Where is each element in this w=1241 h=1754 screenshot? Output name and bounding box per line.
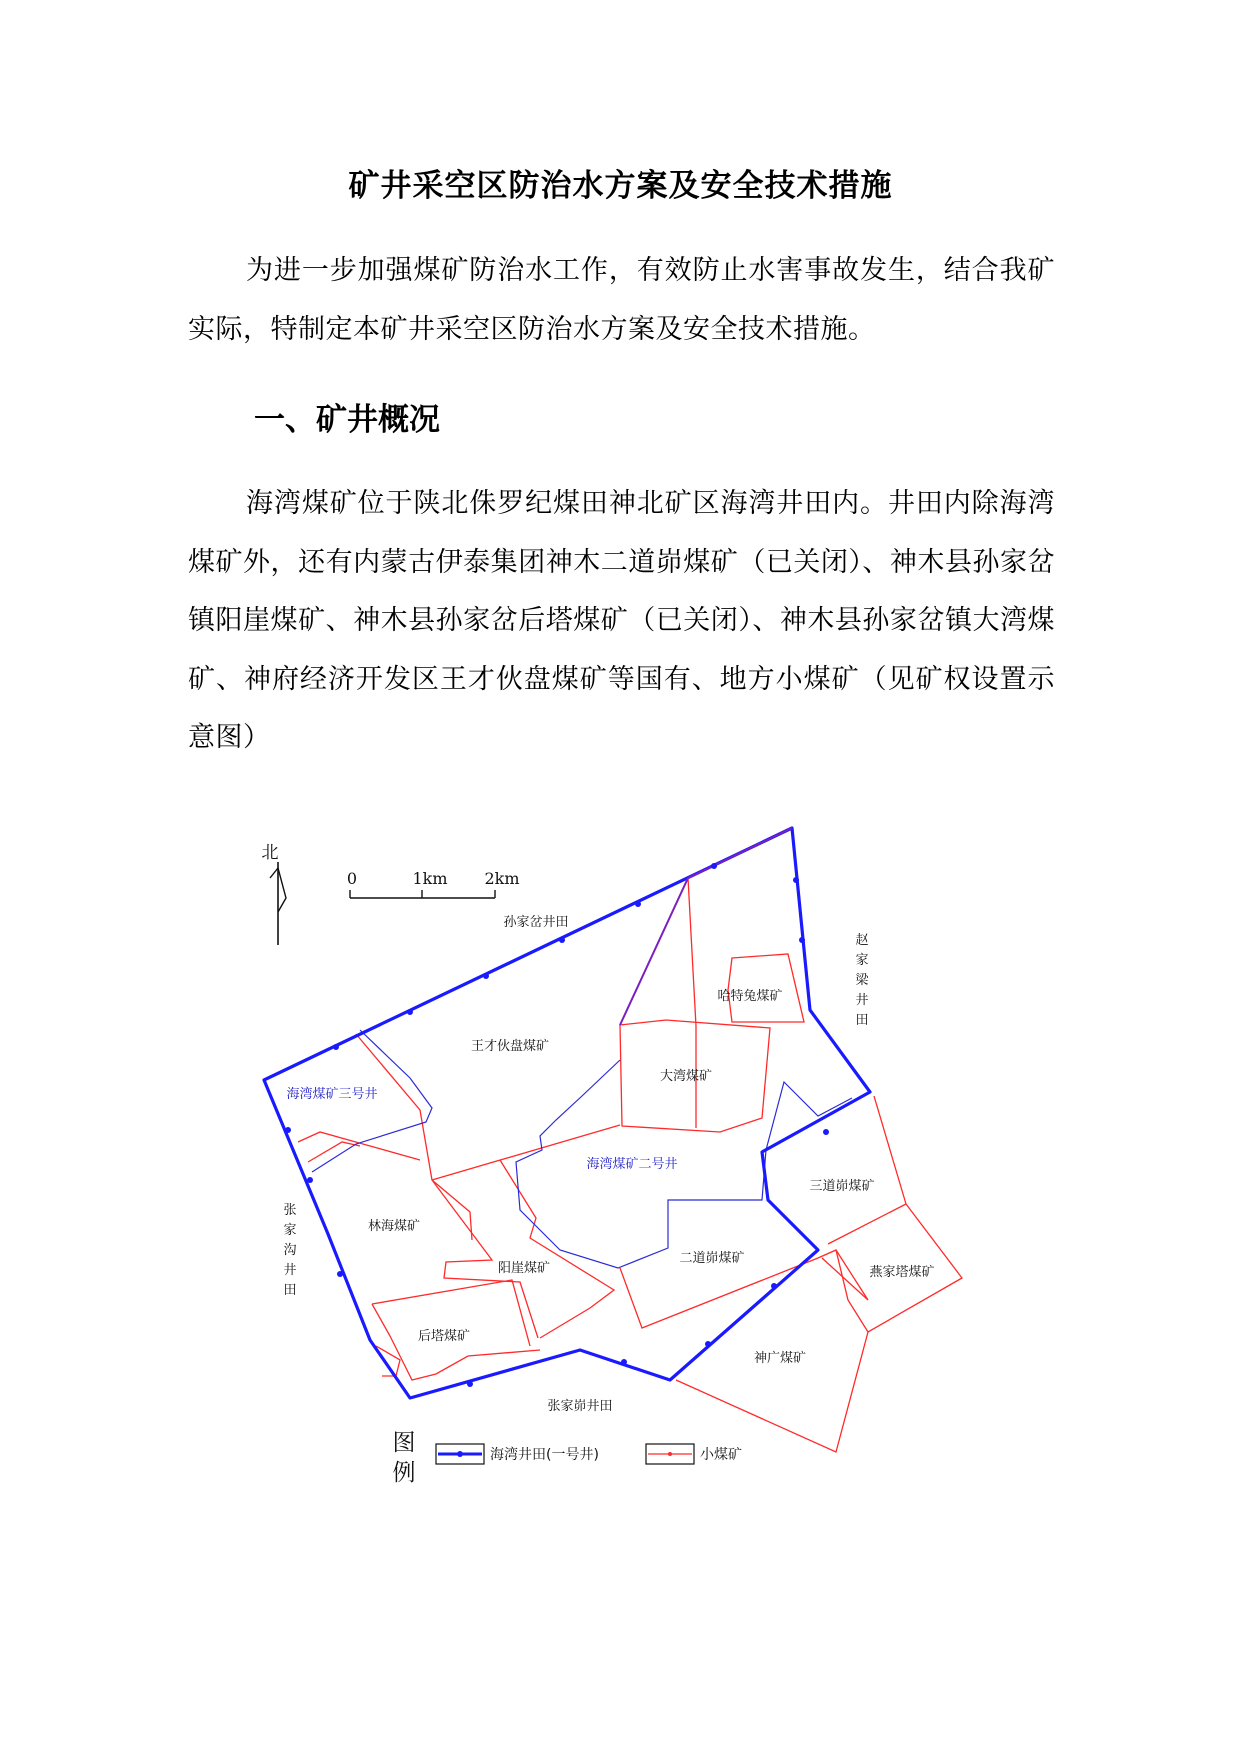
- field-label-east-group: [855, 932, 869, 1028]
- scale-tick-1km: 1km: [412, 869, 448, 888]
- mine-label-haiwan2: 海湾煤矿二号井: [586, 1157, 678, 1172]
- svg-text:井: 井: [855, 993, 869, 1008]
- svg-text:梁: 梁: [855, 973, 869, 988]
- mine-label-houta: 后塔煤矿: [417, 1329, 471, 1344]
- mine-label-sandaomao: 三道峁煤矿: [809, 1179, 875, 1194]
- yangya-mine-boundary: [432, 1180, 538, 1338]
- svg-text:家: 家: [855, 953, 869, 968]
- mine-label-yanjiata: 燕家塔煤矿: [869, 1265, 935, 1280]
- scale-tick-0: 0: [346, 869, 358, 888]
- map-legend: [393, 1430, 743, 1486]
- scale-bar: [347, 869, 520, 898]
- overview-paragraph: 海湾煤矿位于陕北侏罗纪煤田神北矿区海湾井田内。井田内除海湾煤矿外，还有内蒙古伊泰集团神木二道峁煤矿（已关闭）、神木县孙家岔镇阳崖煤矿、神木县孙家岔后塔煤矿（已关闭）、神木县孙家岔镇大湾煤矿、神府经济开发区王才伙盘煤矿等国有、地方小煤矿（见矿权设置示意图）: [188, 488, 1055, 753]
- sandaomao-mine-boundary: [828, 1096, 906, 1244]
- mine-label-dawan: 大湾煤矿: [659, 1069, 713, 1084]
- haiwan-field-boundary: [261, 828, 870, 1398]
- svg-text:张: 张: [283, 1203, 297, 1218]
- section-heading-overview: 一、矿井概况: [254, 402, 440, 438]
- svg-text:井: 井: [283, 1263, 297, 1278]
- field-label-south: 张家峁井田: [547, 1399, 613, 1414]
- mine-label-erdaomao: 二道峁煤矿: [679, 1251, 745, 1266]
- mine-label-yangya: 阳崖煤矿: [497, 1261, 551, 1276]
- mine-label-haiwan3: 海湾煤矿三号井: [286, 1087, 378, 1102]
- page-title: 矿井采空区防治水方案及安全技术措施: [348, 168, 893, 204]
- field-label-west-group: [283, 1203, 296, 1298]
- legend-item-small-mine: 小煤矿: [700, 1447, 742, 1463]
- mine-label-hatetu: 哈特兔煤矿: [717, 989, 783, 1004]
- svg-text:沟: 沟: [283, 1243, 297, 1258]
- svg-text:家: 家: [283, 1223, 297, 1238]
- intro-paragraph: 为进一步加强煤矿防治水工作，有效防止水害事故发生，结合我矿实际，特制定本矿井采空区防治水方案及安全技术措施。: [188, 255, 1055, 345]
- legend-title-2: 例: [392, 1460, 416, 1486]
- wangcai-mine-boundary: [688, 878, 696, 1026]
- svg-text:田: 田: [283, 1283, 297, 1298]
- legend-item-haiwan: 海湾井田(一号井): [490, 1447, 599, 1463]
- field-label-east-1: 赵: [855, 933, 869, 948]
- mine-label-shenguang: 神广煤矿: [753, 1351, 807, 1366]
- north-label: 北: [261, 843, 279, 863]
- field-label-north: 孙家岔井田: [503, 915, 569, 930]
- legend-title-1: 图: [392, 1430, 416, 1456]
- mine-label-linhai: 林海煤矿: [367, 1219, 421, 1234]
- haiwan2-boundary: [516, 1060, 852, 1268]
- north-arrow: [262, 843, 287, 945]
- hatetu-mine-boundary: [728, 954, 804, 1022]
- svg-text:田: 田: [855, 1013, 869, 1028]
- mine-label-wangcai: 王才伙盘煤矿: [470, 1039, 550, 1054]
- erdaomao-mine-boundary: [620, 1258, 818, 1328]
- scale-tick-2km: 2km: [484, 869, 520, 888]
